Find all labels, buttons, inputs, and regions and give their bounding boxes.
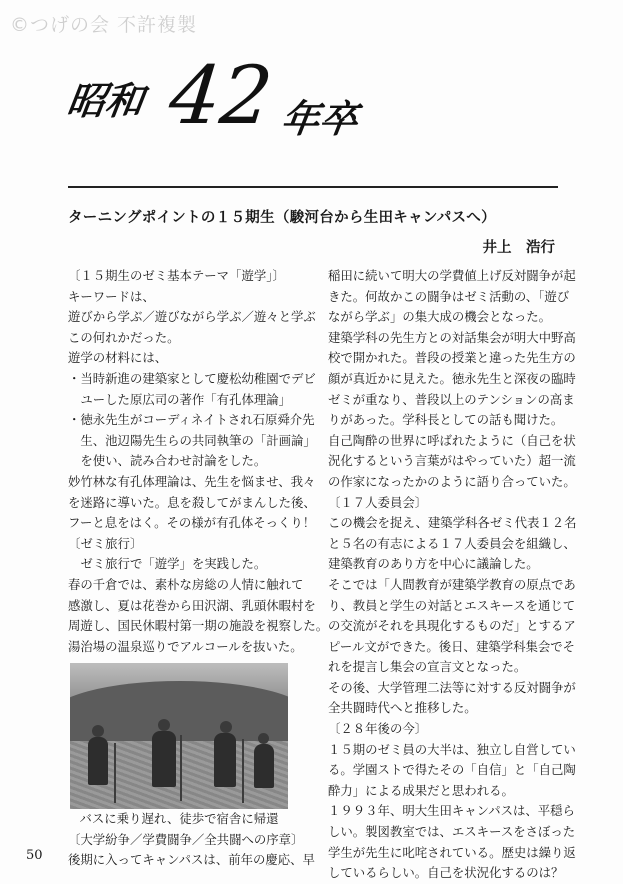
section-heading: 〔２８年後の今〕 [328,721,428,737]
left-column-text-after [68,830,320,871]
body-text-line: ながら学ぶ」の集大成の機会となった。 [328,309,552,325]
body-text-line: ・当時新進の建築家として慶松幼稚園でデビ [68,370,316,386]
right-column-text [328,266,577,884]
body-text-line: ピール文ができた。後日、建築学科集会でそ [328,638,576,654]
body-text-line: 後期に入ってキャンパスは、前年の慶応、早 [68,852,315,868]
body-text-line: 妙竹林な有孔体理論は、先生を悩ませ、我々 [68,473,316,489]
photo-person [88,737,108,785]
body-text-line: ゼミが重なり、普段以上のテンションの高ま [328,391,575,407]
article-author: 井上 浩行 [482,240,555,256]
body-text-line: １９９３年、明大生田キャンパスは、平穏ら [328,803,575,819]
body-text-line: 自己陶酔の世界に呼ばれたように（自己を状 [328,432,576,448]
watermark: ©つげの会 不許複製 [10,14,198,36]
body-text-line: この何れかだった。 [68,329,180,345]
body-text-line: 校で開かれた。普段の授業と違った先生方の [328,350,576,366]
photo-caption: バスに乗り遅れ、徒歩で宿舎に帰還 [79,811,279,827]
title-era: 昭和 [64,78,147,123]
body-text-line: この機会を捉え、建築学科各ゼミ代表１２名 [328,515,577,531]
section-heading: 〔１７人委員会〕 [328,494,428,510]
body-text-line: そこでは「人間教育が建築学教育の原点であ [328,576,576,592]
body-text-line: 全共闘時代へと推移した。 [328,700,477,716]
body-text-line: 稲田に続いて明大の学費値上げ反対闘争が起 [328,268,576,283]
title-suffix: 年卒 [278,96,361,141]
group-photo [70,663,288,809]
body-text-line: ユーした原広司の著作「有孔体理論」 [68,391,292,407]
body-text-line: フーと息をはく。その様が有孔体そっくり！ [68,515,316,531]
body-text-line: を迷路に導いた。息を殺してがまんした後、 [68,494,316,510]
body-text-line: 感激し、夏は花巻から田沢湖、乳頭休暇村を [68,597,316,613]
body-text-line: 況化するという言葉がはやっていた）超一流 [328,453,576,469]
photo-walking-stick [180,735,182,801]
section-heading: 〔大学紛争／学費闘争／全共闘への序章〕 [68,831,304,847]
section-heading: 〔ゼミ旅行〕 [68,535,143,551]
body-text-line: 建築教育のあり方を中心に議論した。 [328,556,539,572]
right-column [328,266,577,884]
body-text-line: 周遊し、国民休暇村第一期の施設を視察した。 [68,618,329,634]
body-text-line: の交流がそれを具現化するものだ」とするア [328,618,576,634]
body-text-line: 建築学科の先生方との対話集会が明大中野高 [328,329,576,345]
body-text-line: の作家になったかのように語り合っていた。 [328,473,576,489]
photo-figure [68,663,320,830]
body-text-line: キーワードは、 [68,288,155,304]
body-text-line: ゼミ旅行で「遊学」を実践した。 [68,556,267,572]
body-text-line: しているらしい。自己を状況化するのは？ [328,865,564,881]
body-text-line: れを提言し集会の宣言文となった。 [328,659,527,675]
photo-walking-stick [114,743,116,803]
body-text-line: り、教員と学生の対話とエスキースを通じて [328,597,576,613]
body-text-line: 生、池辺陽先生らの共同執筆の「計画論」 [68,432,316,448]
title-rule [68,186,558,188]
photo-person [254,744,274,788]
photo-walking-stick [242,739,244,803]
body-text-line: を使い、読み合わせ討論をした。 [68,453,267,469]
body-text-line: しい。製図教室では、エスキースをさぼった [328,824,576,840]
page-number: 50 [26,848,43,863]
body-text-line: 遊学の材料には、 [68,350,168,366]
left-column-text [68,266,329,657]
body-text-line: りがあった。学科長としての話も聞けた。 [328,412,564,428]
body-text-line: 湯治場の温泉巡りでアルコールを抜いた。 [68,638,303,654]
page-title [64,49,488,156]
body-text-line: ・徳永先生がコーディネイトされ石原舜介先 [68,412,315,428]
article-headline: ターニングポイントの１５期生（駿河台から生田キャンパスへ） [68,210,496,226]
left-column [68,266,329,871]
body-text-line: 酔力」による成果だと思われる。 [328,782,514,798]
body-text-line: と５名の有志による１７人委員会を組織し、 [328,535,576,551]
section-heading: 〔１５期生のゼミ基本テーマ「遊学」〕 [68,268,285,283]
body-text-line: きた。何故かこの闘争はゼミ活動の、「遊び [328,288,570,304]
body-text-line: 顔が真近かに見えた。徳永先生と深夜の臨時 [328,370,576,386]
title-year-number: 42 [165,49,277,142]
body-text-line: る。学園ストで得たその「自信」と「自己陶 [328,762,576,778]
photo-person [214,733,236,787]
photo-person [152,731,176,787]
body-text-line: 春の千倉では、素朴な房総の人情に触れて [68,576,304,592]
body-text-line: 遊びから学ぶ／遊びながら学ぶ／遊々と学ぶ [68,309,316,325]
body-text-line: その後、大学管理二法等に対する反対闘争が [328,679,576,695]
body-text-line: １５期のゼミ員の大半は、独立し自営してい [328,741,576,757]
body-text-line: 学生が先生に叱咤されている。歴史は繰り返 [328,844,576,860]
